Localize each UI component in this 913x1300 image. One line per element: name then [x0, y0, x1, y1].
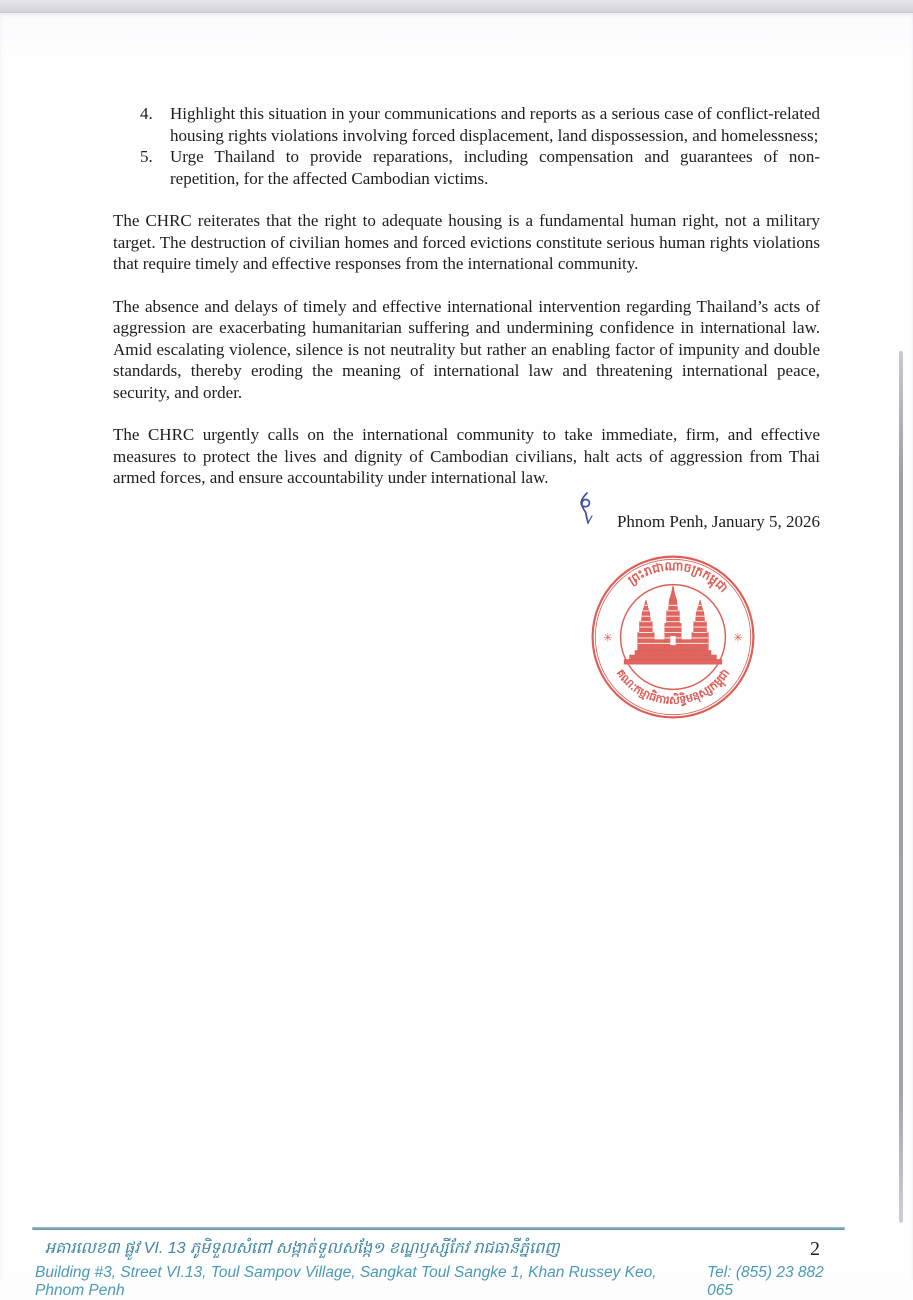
paragraph-reiterates: The CHRC reiterates that the right to adequate housing is a fundamental human right, not a military target. The destruction of civilian homes and forced evictions constitute serious human rights violations that require timely and effective responses from the international community.	[113, 211, 820, 273]
page-number: 2	[810, 1238, 820, 1260]
letter-page	[0, 13, 913, 1299]
paragraph-absence-delays: The absence and delays of timely and effective international intervention regarding Thailand’s acts of aggression are exacerbating humanitarian suffering and undermining confidence in international law. Amid escalating violence, silence is not neutrality but rather an enabling factor of impunity and double standards, thereby eroding the meaning of international law and threatening international peace, security, and order.	[113, 296, 820, 402]
list-number: 5.	[140, 147, 153, 166]
stamp-star-right-icon: ✳	[733, 630, 743, 645]
page-edge-shadow	[899, 351, 903, 1223]
list-item-5	[113, 146, 820, 189]
stamp-bottom-arc-text: គណៈកម្មាធិការសិទ្ធិមនុស្សកម្ពុជា	[613, 666, 733, 708]
footer-english-row	[35, 1264, 845, 1300]
footer-address-english: Building #3, Street VI.13, Toul Sampov Village, Sangkat Toul Sangke 1, Khan Russey Keo, Phnom Penh	[35, 1264, 657, 1299]
angkor-wat-icon	[624, 586, 722, 665]
dateline: Phnom Penh, January 5, 2026	[616, 511, 820, 531]
stamp-rings	[593, 557, 754, 718]
official-stamp-seal	[588, 553, 758, 721]
footer-telephone: Tel: (855) 23 882 065	[707, 1264, 824, 1299]
list-item-text: Highlight this situation in your communications and reports as a serious case of conflict-related housing rights violations involving forced displacement, land dispossession, and homelessness;	[170, 104, 820, 145]
footer-address-khmer: អគារលេខ៣ ផ្លូវ VI. 13 ភូមិទួលសំពៅ សង្កាត់ទួលសង្កែ១ ខណ្ឌឫស្សីកែវ រាជធានីភ្នំពេញ	[45, 1240, 560, 1257]
list-item-4	[113, 103, 820, 146]
list-item-text: Urge Thailand to provide reparations, including compensation and guarantees of non-repetition, for the affected Cambodian victims.	[170, 147, 820, 188]
stamp-top-arc-text: ព្រះរាជាណាចក្រកម្ពុជា	[625, 559, 731, 596]
footer-khmer-row	[45, 1237, 820, 1261]
footer-divider	[32, 1227, 845, 1230]
stamp-star-left-icon: ✳	[603, 630, 613, 645]
paragraph-urgent-call: The CHRC urgently calls on the international community to take immediate, firm, and effective measures to protect the lives and dignity of Cambodian civilians, halt acts of aggression from Thai armed forces, and ensure accountability under international law.	[113, 425, 820, 487]
letter-body	[113, 103, 820, 532]
viewer-background-strip	[0, 0, 913, 13]
list-number: 4.	[140, 104, 153, 123]
